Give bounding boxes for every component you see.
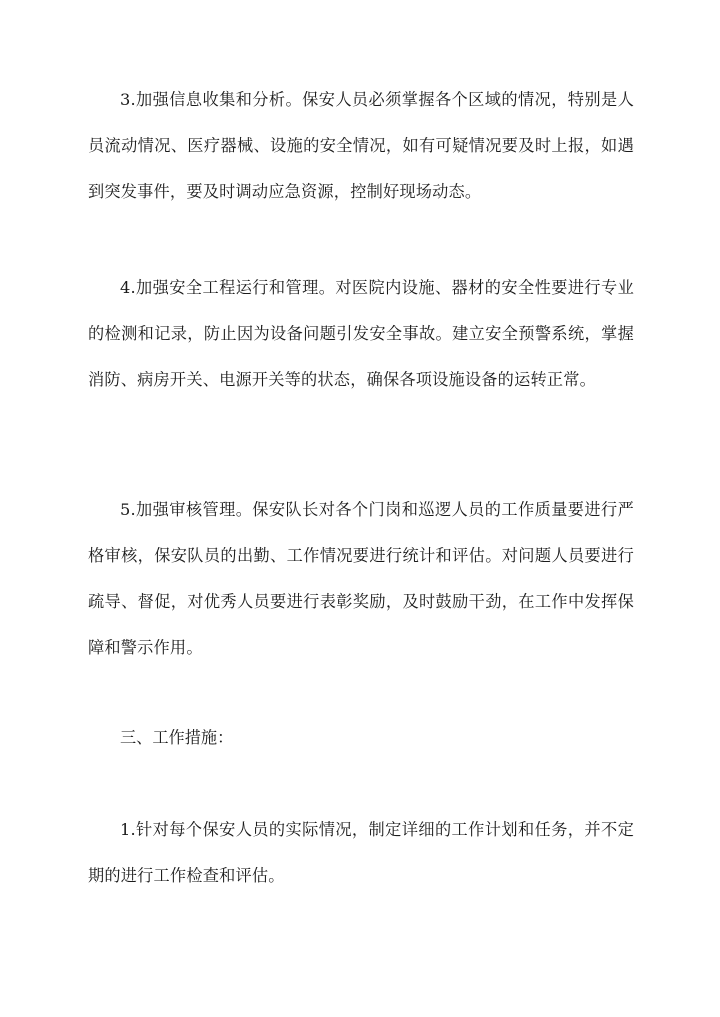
paragraph-item-5: 5.加强审核管理。保安队长对各个门岗和巡逻人员的工作质量要进行严格审核，保安队员的出勤、工作情况要进行统计和评估。对问题人员要进行疏导、督促，对优秀人员要进行表彰奖励，及时鼓励干劲，在工作中发挥保障和警示作用。 xyxy=(88,500,634,657)
paragraph-item-3: 3.加强信息收集和分析。保安人员必须掌握各个区域的情况，特别是人员流动情况、医疗器械、设施的安全情况，如有可疑情况要及时上报，如遇到突发事件，要及时调动应急资源，控制好现场动态。 xyxy=(88,90,634,201)
section-heading-work-measures: 三、工作措施： xyxy=(120,728,234,747)
paragraph-item-4: 4.加强安全工程运行和管理。对医院内设施、器材的安全性要进行专业的检测和记录，防止因为设备问题引发安全事故。建立安全预警系统，掌握消防、病房开关、电源开关等的状态，确保各项设施设备的运转正常。 xyxy=(88,278,634,389)
measure-item-1: 1.针对每个保安人员的实际情况，制定详细的工作计划和任务，并不定期的进行工作检查和评估。 xyxy=(88,820,634,885)
